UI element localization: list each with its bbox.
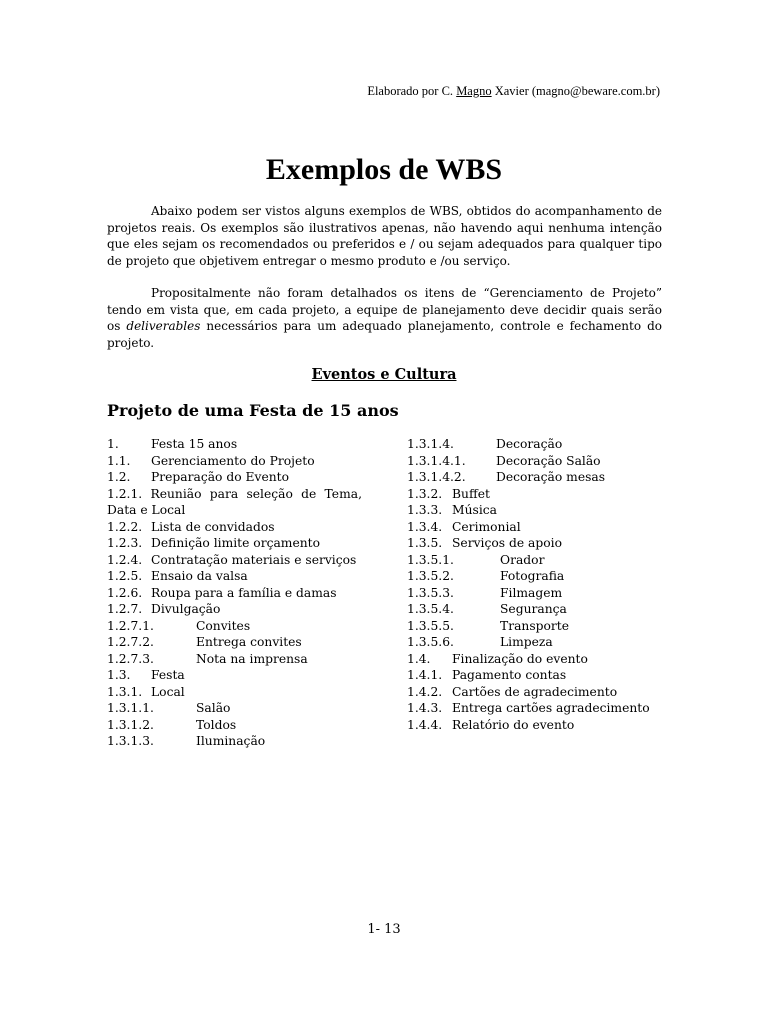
wbs-item xyxy=(407,535,667,552)
second-paragraph-text-before: Propositalmente não foram detalhados os itens de “Gerenciamento de Projeto” tendo em vista que, em cada projeto, a equipe de planejamento deve decidir quais serão os xyxy=(107,286,662,333)
wbs-item xyxy=(107,519,362,536)
wbs-item-number: 1.3.5.3. xyxy=(407,585,454,600)
wbs-item xyxy=(107,733,362,750)
deliverables-term: deliverables xyxy=(126,319,201,333)
wbs-item xyxy=(407,568,667,585)
wbs-item-number: 1.2.2. xyxy=(107,519,143,534)
wbs-item-number: 1.2.3. xyxy=(107,536,143,550)
wbs-item-text: Transporte xyxy=(500,618,570,633)
wbs-item-number: 1.3.5. xyxy=(407,536,443,550)
wbs-right-column xyxy=(407,436,667,733)
project-title: Projeto de uma Festa de 15 anos xyxy=(107,401,399,420)
wbs-item xyxy=(107,585,362,602)
wbs-item-text: Toldos xyxy=(196,717,237,732)
wbs-item-text: Roupa para a família e damas xyxy=(151,585,337,600)
wbs-item-number: 1.4.4. xyxy=(407,717,443,732)
wbs-item-number: 1.3.5.4. xyxy=(407,602,454,616)
wbs-item-text: Música xyxy=(452,503,497,517)
wbs-item-text: Iluminação xyxy=(196,734,266,748)
wbs-item-text: Divulgação xyxy=(151,602,221,616)
wbs-item-number: 1.2.7.2. xyxy=(107,635,154,649)
wbs-item xyxy=(107,535,362,552)
wbs-item xyxy=(407,552,667,569)
wbs-item-text: Salão xyxy=(196,701,231,715)
wbs-item xyxy=(107,651,362,668)
wbs-item xyxy=(107,453,362,470)
wbs-item-number: 1.3.1.4. xyxy=(407,437,454,451)
wbs-item-text: Entrega cartões agradecimento xyxy=(452,701,650,715)
header-author-name: Magno xyxy=(456,84,492,98)
wbs-item-text: Limpeza xyxy=(500,635,553,649)
wbs-item xyxy=(107,601,362,618)
wbs-item-number: 1.3.1.2. xyxy=(107,717,154,732)
wbs-item-number: 1.3.5.2. xyxy=(407,569,454,583)
wbs-item-number: 1. xyxy=(107,437,119,451)
wbs-item-number: 1.4.1. xyxy=(407,668,443,682)
wbs-item-text: Finalização do evento xyxy=(452,651,588,666)
wbs-item-number: 1.3.5.1. xyxy=(407,552,454,567)
document-header xyxy=(367,84,660,99)
wbs-item xyxy=(107,469,362,486)
wbs-item xyxy=(107,717,362,734)
header-suffix: Xavier (magno@beware.com.br) xyxy=(491,84,660,98)
wbs-item-number: 1.2.7.3. xyxy=(107,651,154,666)
wbs-item-text: Convites xyxy=(196,618,251,633)
wbs-item-number: 1.3.1.1. xyxy=(107,701,154,715)
wbs-item xyxy=(407,502,667,519)
wbs-item-number: 1.2.7. xyxy=(107,602,143,616)
wbs-item-number: 1.3. xyxy=(107,668,131,682)
wbs-item-text: Lista de convidados xyxy=(151,519,275,534)
wbs-item-text: Segurança xyxy=(500,602,567,616)
wbs-item-text: Orador xyxy=(500,552,545,567)
wbs-item-number: 1.2. xyxy=(107,470,131,484)
wbs-item xyxy=(407,618,667,635)
wbs-item xyxy=(407,601,667,618)
wbs-item-text: Definição limite orçamento xyxy=(151,536,321,550)
wbs-item xyxy=(407,585,667,602)
wbs-item xyxy=(407,519,667,536)
wbs-item-number: 1.3.1.4.2. xyxy=(407,470,466,484)
wbs-item xyxy=(407,684,667,701)
wbs-item-number: 1.4. xyxy=(407,651,431,666)
wbs-item-number: 1.2.5. xyxy=(107,569,143,583)
wbs-item xyxy=(107,436,362,453)
wbs-item-number: 1.3.4. xyxy=(407,519,443,534)
wbs-item xyxy=(407,717,667,734)
second-paragraph xyxy=(107,285,662,351)
wbs-item-number: 1.4.2. xyxy=(407,684,443,699)
intro-paragraph: Abaixo podem ser vistos alguns exemplos de WBS, obtidos do acompanhamento de projetos reais. Os exemplos são ilustrativos apenas, não havendo aqui nenhuma intenção que eles sejam os recomendados ou preferidos e / ou sejam adequados para qualquer tipo de projeto que objetivem entregar o mesmo produto e /ou serviço. xyxy=(107,204,662,268)
wbs-item-number: 1.1. xyxy=(107,453,131,468)
wbs-item xyxy=(407,634,667,651)
wbs-item-text: Ensaio da valsa xyxy=(151,569,248,583)
wbs-item-text: Buffet xyxy=(452,486,490,501)
wbs-item-number: 1.2.4. xyxy=(107,552,143,567)
wbs-item-text: Serviços de apoio xyxy=(452,536,562,550)
wbs-item-text: Entrega convites xyxy=(196,635,302,649)
wbs-item-text: Nota na imprensa xyxy=(196,651,308,666)
wbs-item xyxy=(407,469,667,486)
wbs-item-number: 1.3.5.5. xyxy=(407,618,454,633)
wbs-item-text: Decoração xyxy=(496,437,563,451)
page-title: Exemplos de WBS xyxy=(265,153,503,186)
wbs-item-number: 1.2.1. xyxy=(107,486,143,501)
wbs-item-number: 1.2.7.1. xyxy=(107,618,154,633)
wbs-item-text: Festa xyxy=(151,668,185,682)
wbs-item-text: Festa 15 anos xyxy=(151,437,238,451)
wbs-item xyxy=(407,453,667,470)
wbs-item-number: 1.2.6. xyxy=(107,585,143,600)
wbs-item-text: Preparação do Evento xyxy=(151,470,290,484)
wbs-item-text: Pagamento contas xyxy=(452,668,567,682)
wbs-item xyxy=(107,684,362,701)
wbs-item-text: Cerimonial xyxy=(452,519,521,534)
wbs-item-text: Gerenciamento do Projeto xyxy=(151,453,315,468)
wbs-item-text: Decoração Salão xyxy=(496,453,601,468)
wbs-item xyxy=(107,667,362,684)
wbs-item-number: 1.3.1.3. xyxy=(107,734,154,748)
wbs-item-number: 1.3.2. xyxy=(407,486,443,501)
wbs-item xyxy=(107,634,362,651)
wbs-item xyxy=(107,700,362,717)
wbs-item xyxy=(107,552,362,569)
wbs-item-text: Contratação materiais e serviços xyxy=(151,552,357,567)
wbs-item-number: 1.3.1.4.1. xyxy=(407,453,466,468)
wbs-item-text: Filmagem xyxy=(500,585,563,600)
wbs-item xyxy=(407,651,667,668)
header-prefix: Elaborado por C. xyxy=(367,84,457,98)
wbs-item xyxy=(407,667,667,684)
wbs-item xyxy=(407,436,667,453)
wbs-item-text: Decoração mesas xyxy=(496,470,606,484)
wbs-item-number: 1.3.5.6. xyxy=(407,635,454,649)
wbs-item xyxy=(407,486,667,503)
wbs-item-text: Fotografia xyxy=(500,569,565,583)
wbs-item xyxy=(107,568,362,585)
wbs-item-number: 1.4.3. xyxy=(407,701,443,715)
wbs-item-text: Relatório do evento xyxy=(452,717,575,732)
second-paragraph-text-after: necessários para um adequado planejamento, controle e fechamento do projeto. xyxy=(107,319,662,350)
wbs-item-number: 1.3.3. xyxy=(407,503,443,517)
wbs-item-text: Local xyxy=(151,684,185,699)
wbs-left-column xyxy=(107,436,362,750)
section-title: Eventos e Cultura xyxy=(311,366,457,383)
wbs-item xyxy=(407,700,667,717)
wbs-item xyxy=(107,486,362,519)
page-number: 1- 13 xyxy=(367,922,401,937)
wbs-item-text: Reunião para seleção de Tema, Data e Local xyxy=(107,486,362,517)
wbs-item-number: 1.3.1. xyxy=(107,684,143,699)
wbs-item xyxy=(107,618,362,635)
wbs-item-text: Cartões de agradecimento xyxy=(452,684,618,699)
